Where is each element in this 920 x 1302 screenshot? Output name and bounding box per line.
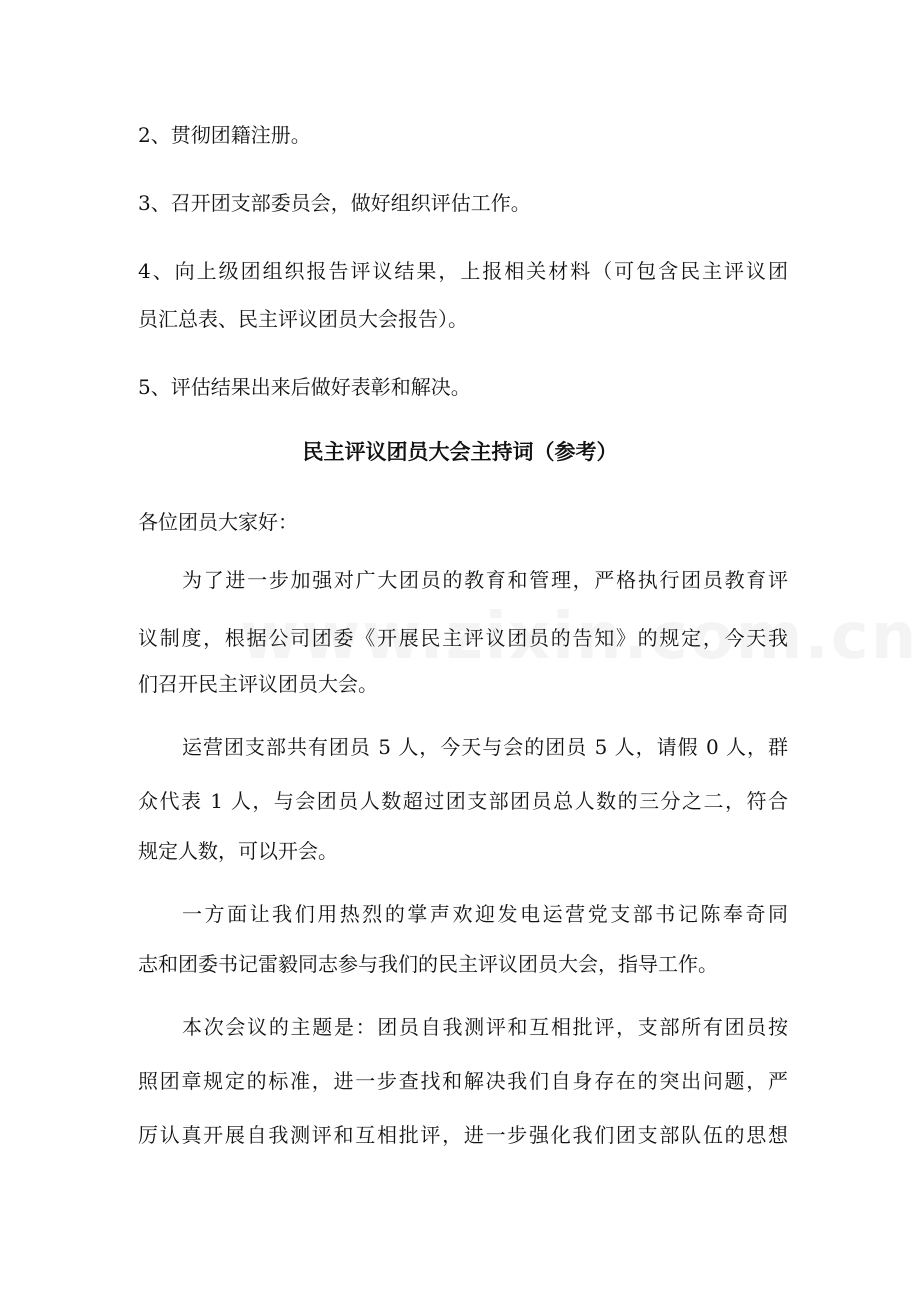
paragraph-4-line-2: 照团章规定的标准，进一步查找和解决我们自身存在的突出问题，严 [138,1069,788,1093]
list-item-5: 5、评估结果出来后做好表彰和解决。 [138,375,471,399]
paragraph-3-line-2: 志和团委书记雷毅同志参与我们的民主评议团员大会，指导工作。 [138,952,718,976]
paragraph-2-line-1: 运营团支部共有团员 5 人，今天与会的团员 5 人，请假 0 人，群 [182,735,788,759]
paragraph-2-line-2: 众代表 1 人，与会团员人数超过团支部团员总人数的三分之二，符合 [138,789,788,813]
paragraph-2-line-3: 规定人数，可以开会。 [138,839,338,863]
greeting: 各位团员大家好： [138,510,298,534]
paragraph-4-line-1: 本次会议的主题是：团员自我测评和互相批评，支部所有团员按 [182,1015,788,1039]
paragraph-3-line-1: 一方面让我们用热烈的掌声欢迎发电运营党支部书记陈奉奇同 [182,902,788,926]
list-item-3: 3、召开团支部委员会，做好组织评估工作。 [138,191,531,215]
paragraph-1-line-1: 为了进一步加强对广大团员的教育和管理，严格执行团员教育评 [182,568,788,592]
paragraph-4-line-3: 厉认真开展自我测评和互相批评，进一步强化我们团支部队伍的思想 [138,1123,788,1147]
paragraph-1-line-3: 们召开民主评议团员大会。 [138,672,378,696]
section-title: 民主评议团员大会主持词（参考） [302,440,618,464]
list-item-4-line-1: 4、向上级团组织报告评议结果，上报相关材料（可包含民主评议团 [138,259,788,283]
list-item-2: 2、贯彻团籍注册。 [138,123,311,147]
list-item-4-line-2: 员汇总表、民主评议团员大会报告）。 [138,307,468,331]
paragraph-1-line-2: 议制度，根据公司团委《开展民主评议团员的告知》的规定，今天我 [138,626,788,650]
